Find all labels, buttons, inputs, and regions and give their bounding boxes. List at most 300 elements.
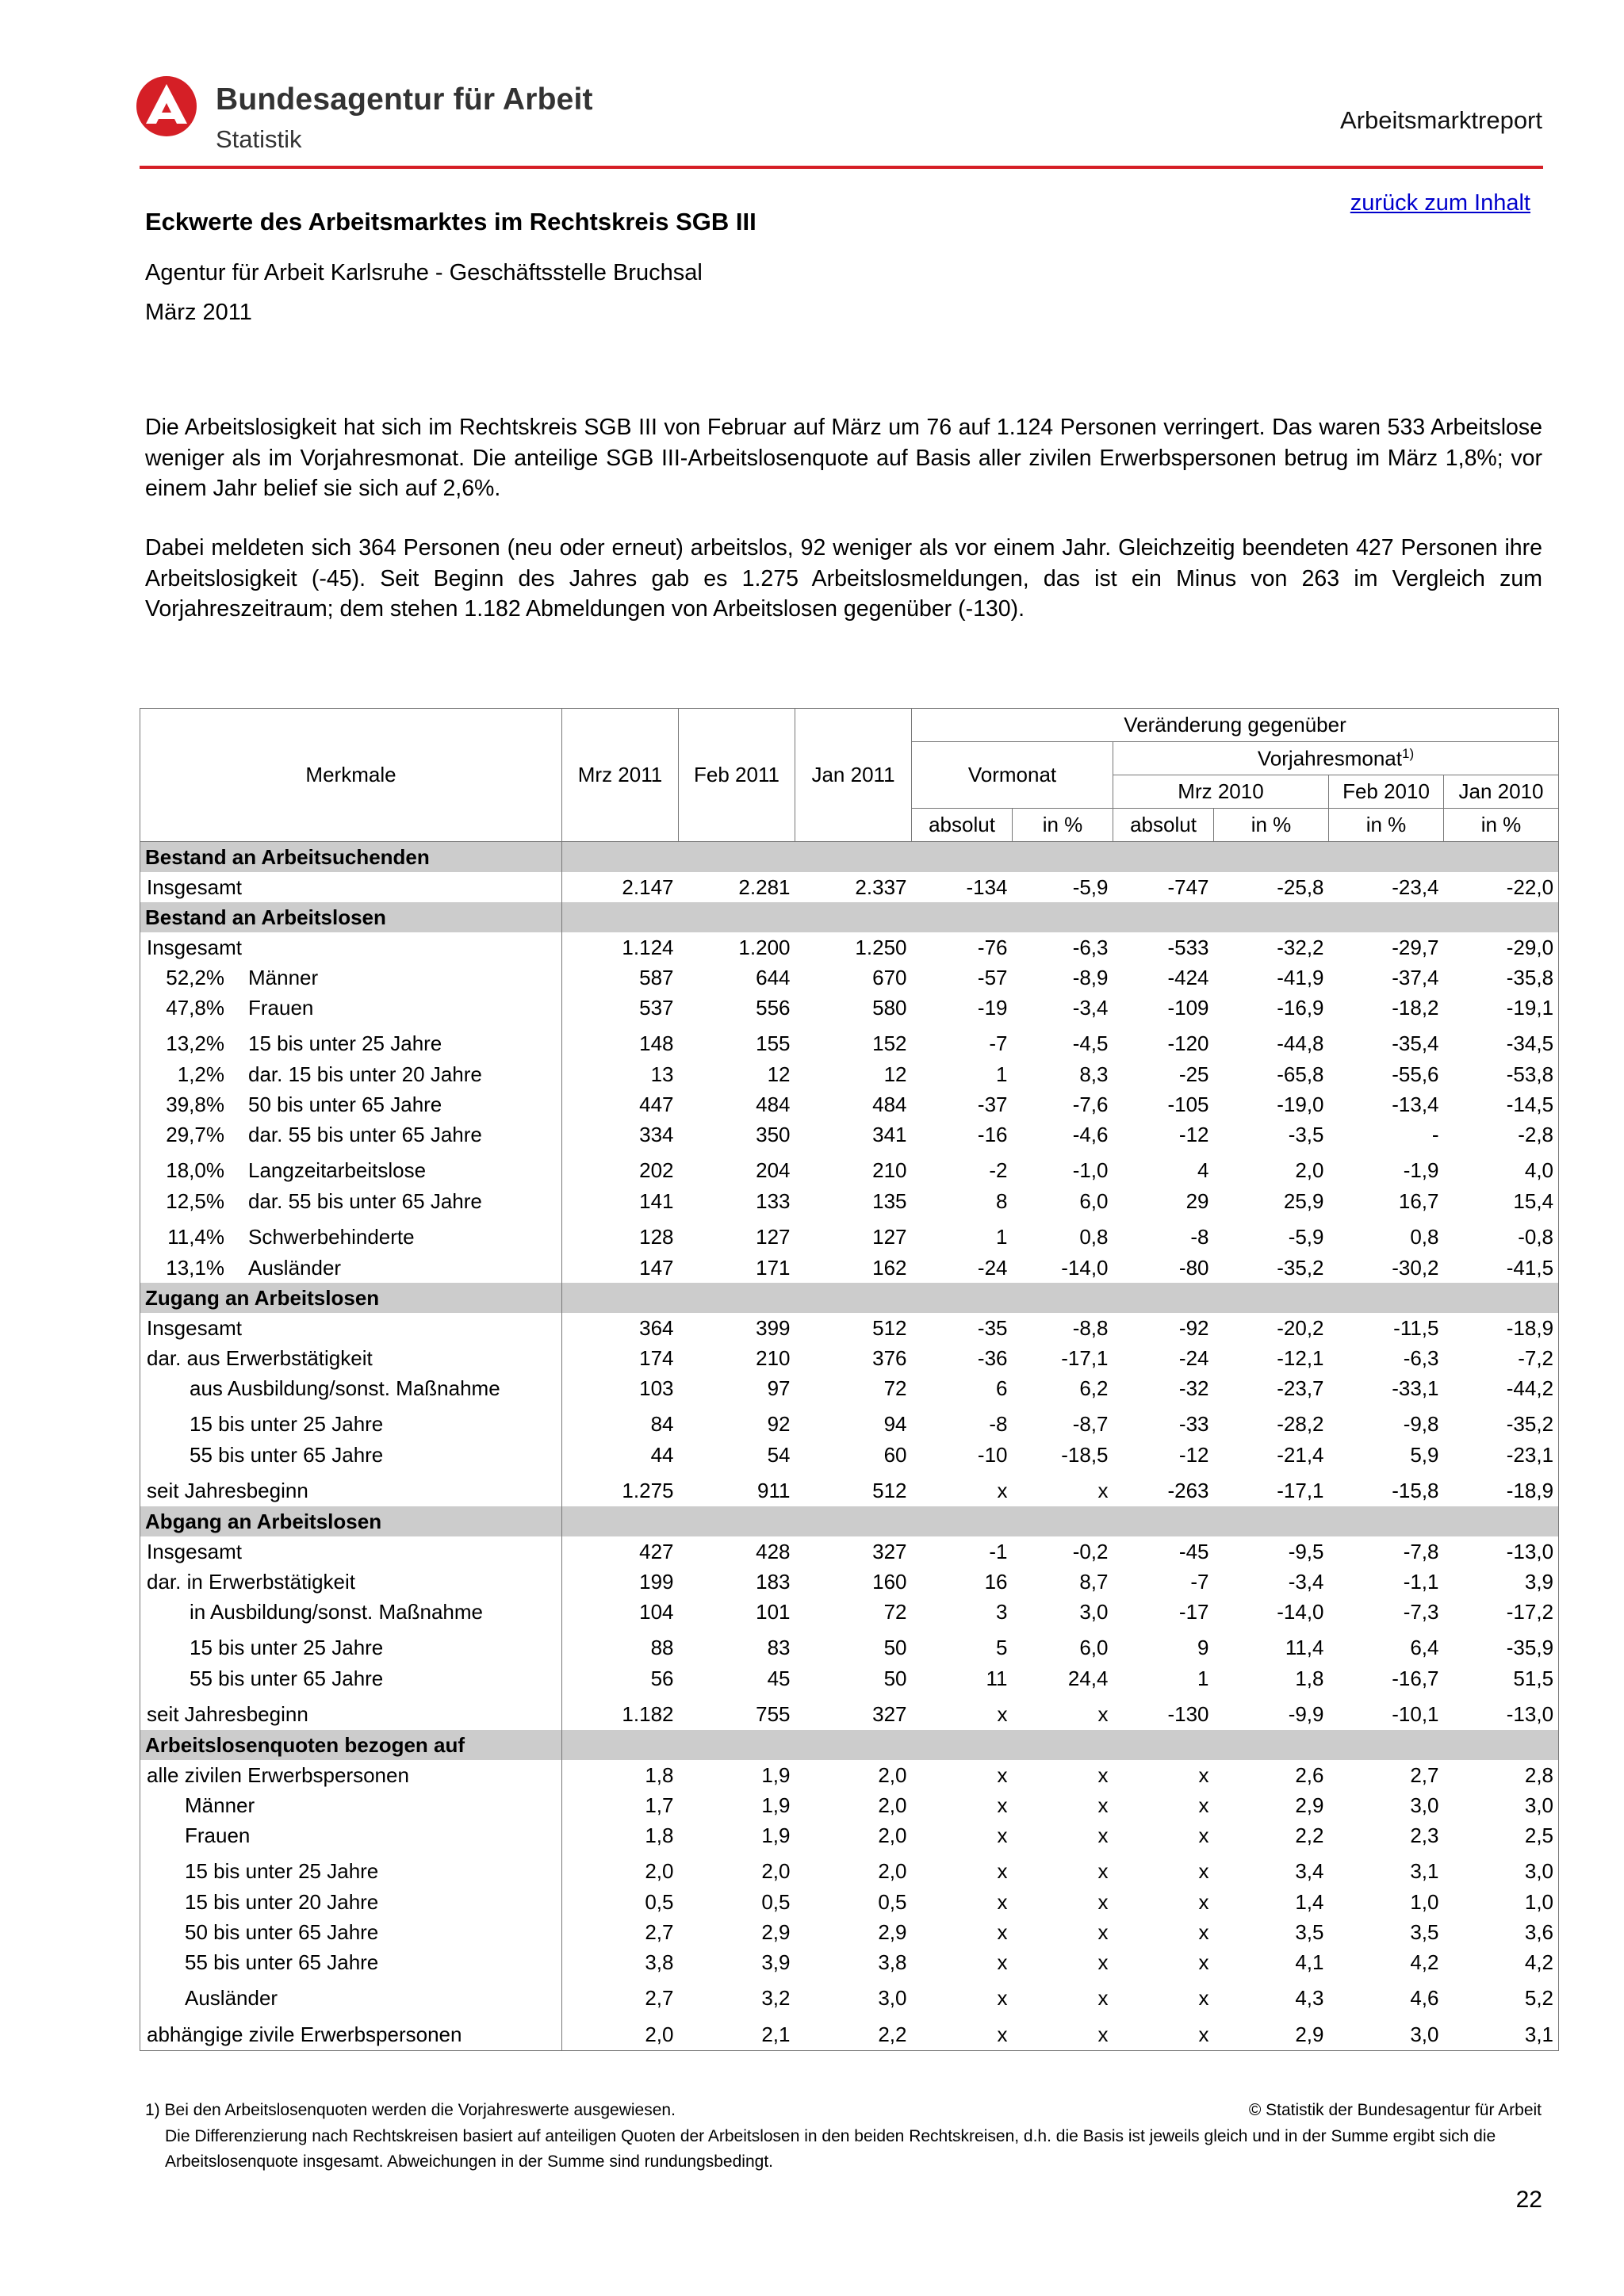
table-cell: 2,0 <box>878 1762 907 1787</box>
table-cell: -13,0 <box>1506 1701 1554 1726</box>
page-number: 22 <box>1515 2187 1542 2213</box>
table-cell: 350 <box>756 1122 791 1146</box>
table-cell: 911 <box>757 1478 791 1502</box>
table-cell: -57 <box>977 965 1008 989</box>
table-cell: 580 <box>872 995 907 1020</box>
table-cell: x <box>1097 1889 1109 1914</box>
table-cell: 556 <box>756 995 791 1020</box>
section-title: Bestand an Arbeitsuchenden <box>140 842 562 873</box>
row-label-text: 15 bis unter 25 Jahre <box>248 1031 442 1055</box>
table-cell: 3,0 <box>1524 1793 1554 1817</box>
table-cell: 50 <box>883 1666 907 1690</box>
table-cell: x <box>997 1701 1008 1726</box>
table-cell: 364 <box>639 1315 674 1340</box>
table-cell: x <box>1198 1889 1209 1914</box>
table-cell: -747 <box>1167 874 1209 899</box>
row-label-text: 50 bis unter 65 Jahre <box>248 1092 442 1116</box>
table-cell: 512 <box>872 1478 907 1502</box>
row-label <box>140 1023 562 1059</box>
table-cell: -13,0 <box>1506 1539 1554 1563</box>
table-cell: 147 <box>639 1255 674 1280</box>
row-label-text: Insgesamt <box>147 874 242 899</box>
table-row <box>140 1887 1559 1917</box>
table-cell: -17,2 <box>1506 1599 1554 1624</box>
table-cell: 0,5 <box>878 1889 907 1914</box>
table-cell: x <box>997 1919 1008 1944</box>
table-row <box>140 1567 1559 1597</box>
table-cell: 3,0 <box>878 1985 907 2010</box>
section-title: Abgang an Arbeitslosen <box>140 1506 562 1536</box>
footnote-1: 1) Bei den Arbeitslosenquoten werden die Vorjahreswerte ausgewiesen. <box>145 2101 676 2119</box>
table-cell: -4,5 <box>1072 1031 1109 1055</box>
table-cell: -7,8 <box>1403 1539 1439 1563</box>
table-cell: 12 <box>767 1062 791 1086</box>
table-cell: -23,7 <box>1277 1376 1324 1400</box>
section-title: Bestand an Arbeitslosen <box>140 902 562 932</box>
table-cell: 97 <box>767 1376 791 1400</box>
table-cell: x <box>1198 1919 1209 1944</box>
table-cell: 4,6 <box>1410 1985 1439 2010</box>
table-cell: 3,8 <box>878 1950 907 1974</box>
table-cell: -92 <box>1178 1315 1209 1340</box>
table-cell: 2,0 <box>878 1823 907 1847</box>
table-row <box>140 1089 1559 1119</box>
row-label-text: 55 bis unter 65 Jahre <box>190 1666 384 1690</box>
table-cell: -19,1 <box>1506 995 1554 1020</box>
row-label-text: Frauen <box>185 1823 251 1847</box>
section-header-row <box>140 902 1559 932</box>
summary-paragraph-1: Die Arbeitslosigkeit hat sich im Rechtskreis SGB III von Februar auf März um 76 auf 1.124 Personen verringert. Das waren 533 Arbeitslose weniger als im Vorjahresmonat. Die anteilige SGB III-Arbeitslosenquote auf Basis aller zivilen Erwerbspersonen betrug im März 1,8%; vor einem Jahr belief sie sich auf 2,6%. <box>145 415 1542 501</box>
table-cell: 83 <box>767 1635 791 1659</box>
table-cell: -6,3 <box>1072 935 1109 959</box>
footnote-marker: 1) <box>1402 745 1415 761</box>
row-label-text: 55 bis unter 65 Jahre <box>185 1950 379 1974</box>
table-cell: 5,2 <box>1524 1985 1554 2010</box>
table-cell: -8,9 <box>1072 965 1109 989</box>
section-fill <box>562 1283 1559 1313</box>
table-row <box>140 1059 1559 1089</box>
table-cell: x <box>1198 1823 1209 1847</box>
table-cell: x <box>1097 1950 1109 1974</box>
table-cell: -533 <box>1167 935 1209 959</box>
table-cell: 2,7 <box>1410 1762 1439 1787</box>
table-cell: 3,0 <box>1524 1858 1554 1883</box>
table-cell: -8 <box>989 1411 1008 1436</box>
table-cell: x <box>1097 1823 1109 1847</box>
row-label <box>140 1760 562 1790</box>
table-cell: x <box>997 1762 1008 1787</box>
table-cell: 2,7 <box>645 1919 674 1944</box>
table-cell: 4,2 <box>1524 1950 1554 1974</box>
table-cell: 1.200 <box>738 935 791 959</box>
table-cell: 2,0 <box>562 2014 679 2051</box>
table-cell: -41,5 <box>1506 1255 1554 1280</box>
table-cell: 512 <box>872 1315 907 1340</box>
share-percent: 12,5% <box>166 1188 224 1213</box>
row-label-text: in Ausbildung/sonst. Maßnahme <box>190 1599 483 1624</box>
summary-paragraph-2: Dabei meldeten sich 364 Personen (neu oder erneut) arbeitslos, 92 weniger als vor einem Jahr. Gleichzeitig beendeten 427 Personen ihre Arbeitslosigkeit (-45). Seit Beginn des Jahres gab es 1.275 Arbeitslosmeldungen, das ist ein Minus von 263 im Vergleich zum Vorjahreszeitraum; dem stehen 1.182 Abmeldungen von Arbeitslosen gegenüber (-130). <box>145 535 1542 622</box>
row-label-text: 15 bis unter 20 Jahre <box>185 1889 379 1914</box>
table-cell: 162 <box>872 1255 907 1280</box>
table-cell: -5,9 <box>1072 874 1109 899</box>
table-cell: -14,0 <box>1061 1255 1109 1280</box>
table-cell: x <box>997 1985 1008 2010</box>
table-cell: 2,0 <box>645 1858 674 1883</box>
table-row <box>140 2014 1559 2051</box>
table-cell: 11 <box>986 1666 1008 1690</box>
back-to-contents-link[interactable]: zurück zum Inhalt <box>1350 190 1530 216</box>
table-cell: -5,9 <box>1288 1224 1324 1249</box>
table-cell: -65,8 <box>1277 1062 1324 1086</box>
table-cell: 51,5 <box>1513 1666 1554 1690</box>
header-feb-2010: Feb 2010 <box>1329 775 1444 809</box>
table-cell: 174 <box>639 1345 674 1370</box>
copyright-notice: © Statistik der Bundesagentur für Arbeit <box>1248 2101 1542 2119</box>
table-cell: -37,4 <box>1392 965 1439 989</box>
table-cell: 16 <box>984 1569 1008 1594</box>
section-fill <box>562 1730 1559 1760</box>
table-cell: -3,5 <box>1288 1122 1324 1146</box>
section-fill <box>562 902 1559 932</box>
table-cell: -44,8 <box>1277 1031 1324 1055</box>
table-row <box>140 1023 1559 1059</box>
table-cell: 56 <box>650 1666 674 1690</box>
table-row <box>140 1597 1559 1627</box>
table-cell: 2,1 <box>679 2014 795 2051</box>
table-cell: 15,4 <box>1513 1188 1554 1213</box>
table-cell: 128 <box>639 1224 674 1249</box>
table-cell: 88 <box>650 1635 674 1659</box>
table-cell: -35,9 <box>1506 1635 1554 1659</box>
table-cell: 24,4 <box>1067 1666 1109 1690</box>
table-cell: 210 <box>872 1158 907 1182</box>
table-cell: 0,8 <box>1410 1224 1439 1249</box>
table-cell: -1,9 <box>1403 1158 1439 1182</box>
share-percent: 52,2% <box>166 965 224 989</box>
table-row <box>140 1403 1559 1440</box>
table-cell: 1,4 <box>1295 1889 1324 1914</box>
row-label-text: dar. in Erwerbstätigkeit <box>147 1569 356 1594</box>
table-cell: 484 <box>872 1092 907 1116</box>
header-mrz-2011: Mrz 2011 <box>562 709 679 842</box>
header-absolut: absolut <box>1113 809 1214 842</box>
table-cell: 537 <box>639 995 674 1020</box>
table-cell: -16 <box>977 1122 1008 1146</box>
table-cell: 135 <box>872 1188 907 1213</box>
row-label-text: dar. 55 bis unter 65 Jahre <box>248 1122 482 1146</box>
row-label <box>140 1403 562 1440</box>
table-cell: 2,0 <box>878 1793 907 1817</box>
table-cell: 2,0 <box>878 1858 907 1883</box>
row-label-text: 50 bis unter 65 Jahre <box>185 1919 379 1944</box>
row-label-text: 15 bis unter 25 Jahre <box>190 1411 384 1436</box>
table-cell: 670 <box>872 965 907 989</box>
row-label <box>140 993 562 1023</box>
table-cell: 8 <box>996 1188 1008 1213</box>
table-row <box>140 1216 1559 1253</box>
table-cell: -4,6 <box>1072 1122 1109 1146</box>
header-divider <box>140 166 1543 169</box>
table-cell: 2,7 <box>645 1985 674 2010</box>
header-jan-2011: Jan 2011 <box>795 709 912 842</box>
table-cell: -25 <box>1178 1062 1209 1086</box>
table-cell: -6,3 <box>1403 1345 1439 1370</box>
table-cell: 2,6 <box>1295 1762 1324 1787</box>
table-cell: 6,4 <box>1410 1635 1439 1659</box>
table-row <box>140 1820 1559 1850</box>
table-cell: -8,8 <box>1072 1315 1109 1340</box>
table-row <box>140 1440 1559 1470</box>
table-cell: 54 <box>767 1442 791 1467</box>
table-cell: 1.182 <box>622 1701 674 1726</box>
table-cell: 199 <box>639 1569 674 1594</box>
table-cell: x <box>997 1889 1008 1914</box>
table-cell: 1 <box>1197 1666 1209 1690</box>
row-label <box>140 1947 562 1977</box>
header-mrz-2010: Mrz 2010 <box>1113 775 1329 809</box>
share-percent: 39,8% <box>166 1092 224 1116</box>
table-cell: 9 <box>1197 1635 1209 1659</box>
table-cell: 427 <box>639 1539 674 1563</box>
table-cell: 1,9 <box>761 1793 791 1817</box>
table-cell: 2,3 <box>1410 1823 1439 1847</box>
table-cell: 3,8 <box>645 1950 674 1974</box>
table-cell: -32 <box>1178 1376 1209 1400</box>
table-cell: -19,0 <box>1277 1092 1324 1116</box>
row-label <box>140 1470 562 1506</box>
table-cell: -34,5 <box>1506 1031 1554 1055</box>
table-cell: 2,2 <box>1295 1823 1324 1847</box>
table-cell: x <box>1097 1762 1109 1787</box>
table-cell: 92 <box>767 1411 791 1436</box>
table-cell: -0,8 <box>1518 1224 1554 1249</box>
table-cell: -32,2 <box>1277 935 1324 959</box>
table-cell: -41,9 <box>1277 965 1324 989</box>
table-cell: 72 <box>883 1599 907 1624</box>
header-in-pct: in % <box>1329 809 1444 842</box>
table-cell: x <box>997 1793 1008 1817</box>
table-cell: -7 <box>989 1031 1008 1055</box>
table-cell: 4,2 <box>1410 1950 1439 1974</box>
section-title: Arbeitslosenquoten bezogen auf <box>140 1730 562 1760</box>
labor-market-table <box>140 708 1559 2051</box>
table-cell: 204 <box>756 1158 791 1182</box>
row-label-text: Langzeitarbeitslose <box>248 1158 427 1182</box>
table-row <box>140 1947 1559 1977</box>
row-label <box>140 1089 562 1119</box>
table-cell: x <box>1198 1858 1209 1883</box>
table-cell: -35,4 <box>1392 1031 1439 1055</box>
table-cell: 11,4 <box>1285 1635 1324 1659</box>
table-cell: 1,9 <box>761 1823 791 1847</box>
report-title: Arbeitsmarktreport <box>1340 106 1542 134</box>
table-cell: -36 <box>977 1345 1008 1370</box>
table-cell: -424 <box>1167 965 1209 989</box>
table-cell: 1 <box>996 1062 1008 1086</box>
table-cell: 3,0 <box>1079 1599 1109 1624</box>
share-percent: 13,1% <box>166 1255 224 1280</box>
table-cell: 4,1 <box>1295 1950 1324 1974</box>
table-cell: -18,2 <box>1392 995 1439 1020</box>
share-percent: 13,2% <box>166 1031 224 1055</box>
table-cell: -25,8 <box>1277 874 1324 899</box>
table-cell: - <box>1431 1122 1439 1146</box>
ba-logo-icon <box>135 75 198 138</box>
table-row <box>140 1470 1559 1506</box>
table-cell: x <box>1097 1919 1109 1944</box>
table-cell: 0,8 <box>1079 1224 1109 1249</box>
row-label <box>140 1440 562 1470</box>
table-cell: 327 <box>872 1539 907 1563</box>
table-cell: -105 <box>1167 1092 1209 1116</box>
table-cell: -24 <box>977 1255 1008 1280</box>
table-cell: -18,9 <box>1506 1315 1554 1340</box>
table-cell: -1,0 <box>1072 1158 1109 1182</box>
table-cell: 484 <box>756 1092 791 1116</box>
header-absolut: absolut <box>912 809 1013 842</box>
table-cell: 1.250 <box>855 935 907 959</box>
table-row <box>140 1119 1559 1150</box>
table-cell: 2.281 <box>738 874 791 899</box>
table-cell: x <box>997 1858 1008 1883</box>
table-cell: 44 <box>650 1442 674 1467</box>
table-cell: 2,0 <box>1295 1158 1324 1182</box>
table-cell: -7 <box>1190 1569 1209 1594</box>
share-percent: 1,2% <box>177 1062 224 1086</box>
row-label-text: Frauen <box>248 995 314 1020</box>
table-cell: 1.275 <box>622 1478 674 1502</box>
table-cell: 152 <box>872 1031 907 1055</box>
table-cell: 447 <box>639 1092 674 1116</box>
table-cell: x <box>1198 1762 1209 1787</box>
table-cell: 94 <box>883 1411 907 1436</box>
row-label-text: 15 bis unter 25 Jahre <box>190 1635 384 1659</box>
table-cell: x <box>997 1478 1008 1502</box>
table-cell: -13,4 <box>1392 1092 1439 1116</box>
table-cell: 3,9 <box>761 1950 791 1974</box>
row-label <box>140 1790 562 1820</box>
org-name: Bundesagentur für Arbeit <box>216 82 593 117</box>
row-label-text: Schwerbehinderte <box>248 1224 415 1249</box>
table-row <box>140 1536 1559 1567</box>
table-cell: 3 <box>996 1599 1008 1624</box>
table-cell: -9,5 <box>1288 1539 1324 1563</box>
header-in-pct: in % <box>1013 809 1113 842</box>
table-cell: 2.147 <box>622 874 674 899</box>
table-cell: 587 <box>639 965 674 989</box>
row-label <box>140 1313 562 1343</box>
table-cell: -18,5 <box>1061 1442 1109 1467</box>
table-cell: x <box>1198 1985 1209 2010</box>
table-cell: 202 <box>639 1158 674 1182</box>
row-label-text: Insgesamt <box>147 1315 242 1340</box>
row-label-text: seit Jahresbeginn <box>147 1478 308 1502</box>
table-row <box>140 1313 1559 1343</box>
row-label <box>140 1186 562 1216</box>
table-cell: 0,5 <box>761 1889 791 1914</box>
table-cell: -17,1 <box>1061 1345 1109 1370</box>
row-label <box>140 872 562 902</box>
table-cell: -0,2 <box>1072 1539 1109 1563</box>
table-cell: 5,9 <box>1410 1442 1439 1467</box>
table-cell: -19 <box>977 995 1008 1020</box>
table-cell: -21,4 <box>1277 1442 1324 1467</box>
row-label-text: Insgesamt <box>147 935 242 959</box>
table-cell: x <box>1097 1858 1109 1883</box>
table-row <box>140 1977 1559 2014</box>
table-cell: 6 <box>996 1376 1008 1400</box>
section-header-row <box>140 1506 1559 1536</box>
table-row <box>140 1343 1559 1373</box>
section-title: Zugang an Arbeitslosen <box>140 1283 562 1313</box>
table-cell: 210 <box>756 1345 791 1370</box>
table-cell: 3,0 <box>1329 2014 1444 2051</box>
row-label-text: 15 bis unter 25 Jahre <box>185 1858 379 1883</box>
header-vorjahresmonat: Vorjahresmonat$^{1)}$ <box>1113 742 1559 775</box>
table-cell: -9,8 <box>1403 1411 1439 1436</box>
table-cell: 12 <box>883 1062 907 1086</box>
table-cell: 0,5 <box>645 1889 674 1914</box>
row-label <box>140 1059 562 1089</box>
table-cell: -35,2 <box>1277 1255 1324 1280</box>
table-cell: 2,8 <box>1524 1762 1554 1787</box>
row-label-text: Ausländer <box>248 1255 342 1280</box>
table-cell: 1,0 <box>1524 1889 1554 1914</box>
table-cell: 399 <box>756 1315 791 1340</box>
table-row <box>140 1850 1559 1887</box>
table-cell: 1,8 <box>1295 1666 1324 1690</box>
section-header-row <box>140 1283 1559 1313</box>
table-cell: -55,6 <box>1392 1062 1439 1086</box>
section-header-row <box>140 842 1559 873</box>
table-cell: 50 <box>883 1635 907 1659</box>
table-cell: 2,0 <box>761 1858 791 1883</box>
table-cell: x <box>1097 1985 1109 2010</box>
table-row <box>140 1627 1559 1663</box>
table-cell: -11,5 <box>1393 1315 1439 1340</box>
row-label-text: dar. 55 bis unter 65 Jahre <box>248 1188 482 1213</box>
table-cell: -7,6 <box>1072 1092 1109 1116</box>
table-cell: -3,4 <box>1288 1569 1324 1594</box>
table-cell: -3,4 <box>1072 995 1109 1020</box>
share-percent: 29,7% <box>166 1122 224 1146</box>
row-label-text: abhängige zivile Erwerbspersonen <box>147 2022 462 2046</box>
row-label <box>140 1917 562 1947</box>
table-cell: -109 <box>1167 995 1209 1020</box>
table-cell: -35,2 <box>1506 1411 1554 1436</box>
table-cell: x <box>912 2014 1013 2051</box>
table-row <box>140 932 1559 962</box>
table-cell: 3,0 <box>1410 1793 1439 1817</box>
table-row <box>140 1693 1559 1730</box>
table-cell: -12 <box>1178 1122 1209 1146</box>
table-cell: -22,0 <box>1506 874 1554 899</box>
table-cell: -120 <box>1167 1031 1209 1055</box>
table-cell: -15,8 <box>1392 1478 1439 1502</box>
table-cell: 2,9 <box>878 1919 907 1944</box>
table-cell: 3,1 <box>1444 2014 1559 2051</box>
row-label <box>140 1343 562 1373</box>
row-label-text: Männer <box>185 1793 255 1817</box>
page-title: Eckwerte des Arbeitsmarktes im Rechtskreis SGB III <box>145 208 756 235</box>
row-label <box>140 1216 562 1253</box>
row-label-text: aus Ausbildung/sonst. Maßnahme <box>190 1376 500 1400</box>
table-cell: x <box>1097 1701 1109 1726</box>
table-cell: -20,2 <box>1277 1315 1324 1340</box>
table-cell: -8 <box>1190 1224 1209 1249</box>
row-label <box>140 1663 562 1693</box>
table-cell: 25,9 <box>1283 1188 1324 1213</box>
